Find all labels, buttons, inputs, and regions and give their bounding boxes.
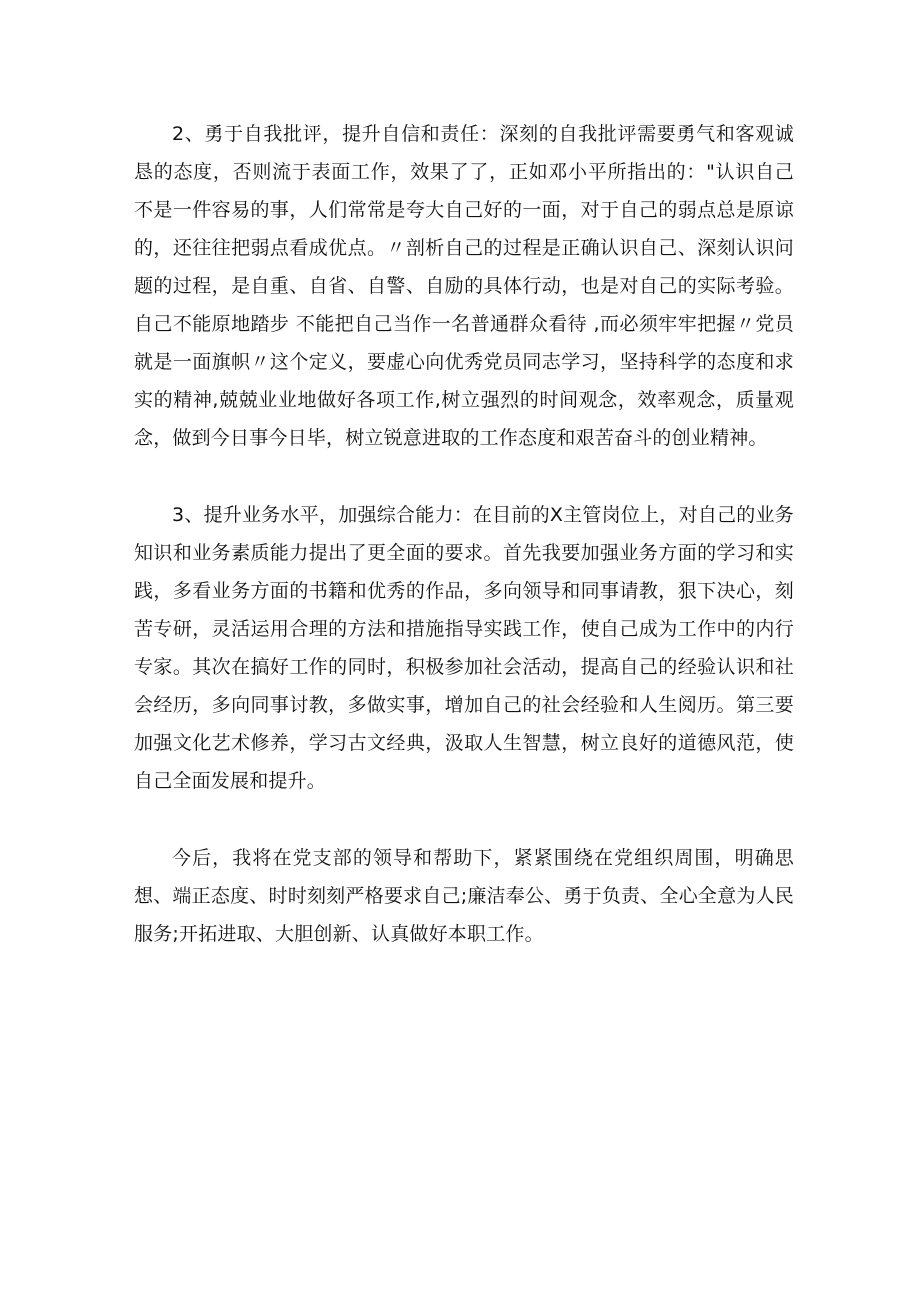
document-body [134,115,794,953]
paragraph-business-skills: 3、提升业务水平，加强综合能力：在目前的X主管岗位上，对自己的业务知识和业务素质能力提出了更全面的要求。首先我要加强业务方面的学习和实践，多看业务方面的书籍和优秀的作品，多向领导和同事请教，狠下决心，刻苦专研，灵活运用合理的方法和措施指导实践工作，使自己成为工作中的内行专家。其次在搞好工作的同时，积极参加社会活动，提高自己的经验认识和社会经历，多向同事讨教，多做实事，增加自己的社会经验和人生阅历。第三要加强文化艺术修养，学习古文经典，汲取人生智慧，树立良好的道德风范，使自己全面发展和提升。 [134,504,794,792]
paragraph-future-commitment: 今后，我将在党支部的领导和帮助下，紧紧围绕在党组织周围，明确思想、端正态度、时时刻刻严格要求自己;廉洁奉公、勇于负责、全心全意为人民服务;开拓进取、大胆创新、认真做好本职工作。 [134,847,794,945]
paragraph-self-criticism: 2、勇于自我批评，提升自信和责任：深刻的自我批评需要勇气和客观诚恳的态度，否则流于表面工作，效果了了，正如邓小平所指出的："认识自己不是一件容易的事，人们常常是夸大自己好的一面，对于自己的弱点总是原谅的，还往往把弱点看成优点。〃剖析自己的过程是正确认识自己、深刻认识问题的过程，是自重、自省、自警、自励的具体行动，也是对自己的实际考验。自己不能原地踏步 不能把自己当作一名普通群众看待 ,而必须牢牢把握〃党员就是一面旗帜〃这个定义，要虚心向优秀党员同志学习，坚持科学的态度和求实的精神,兢兢业业地做好各项工作,树立强烈的时间观念，效率观念，质量观念，做到今日事今日毕，树立锐意进取的工作态度和艰苦奋斗的创业精神。 [134,123,794,449]
